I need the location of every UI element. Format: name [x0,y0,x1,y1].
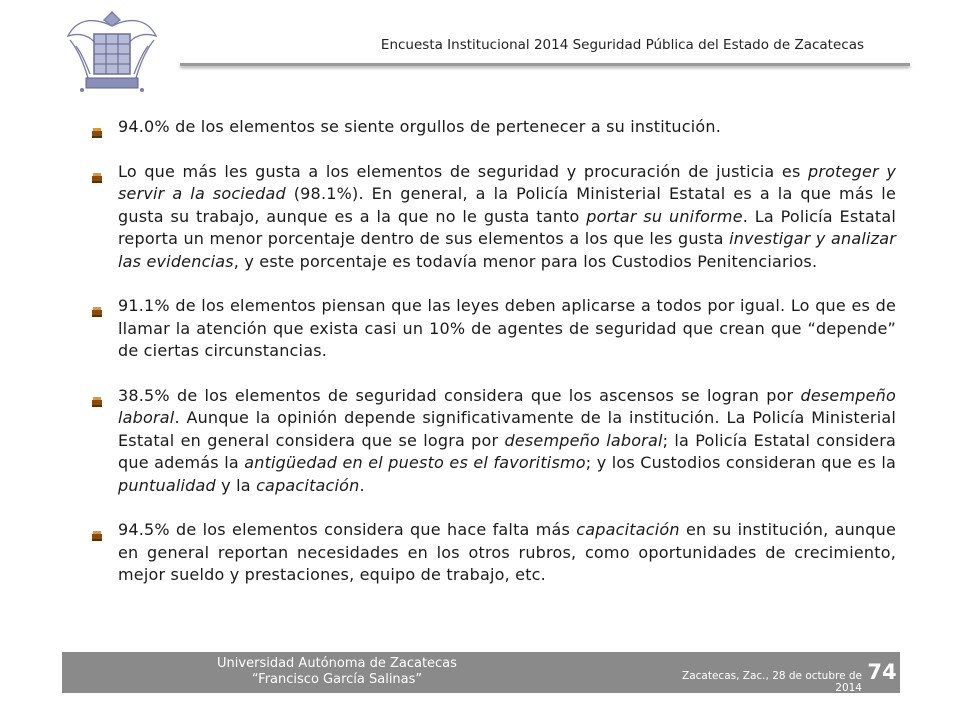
body-text: 94.5% de los elementos considera que hace falta más [118,520,577,539]
emphasis-text: desempeño laboral [118,385,896,427]
university-seal-icon [62,6,162,98]
footer-university-name: “Francisco García Salinas” [251,672,423,687]
bullet-icon [92,122,102,132]
bullet-item [92,385,896,498]
emphasis-text: desempeño laboral [504,430,663,450]
body-text: y la [215,475,257,495]
body-text: . La Policía Estatal reporta un menor porcentaje dentro de sus elementos a los que les gusta [118,206,896,248]
emphasis-text: puntualidad [118,475,216,495]
body-text: (98.1%). En general, a la Policía Ministerial Estatal es a la que más le gusta su trabajo, aunque es a la que no le gusta tanto [118,184,896,226]
emphasis-text: antigüedad en el puesto es el favoritismo [244,453,586,472]
footer-date: Zacatecas, Zac., 28 de octubre de 2014 [682,670,862,694]
bullet-text [118,161,896,274]
body-text: en su institución, aunque en general reportan necesidades en los otros rubros, como oportunidades de crecimiento, mejor sueldo y prestaciones, equipo de trabajo, etc. [118,520,897,584]
emphasis-text: proteger y servir a la sociedad [118,161,897,203]
emphasis-text: investigar y analizar las evidencias [118,229,896,271]
emphasis-text: capacitación [576,520,680,539]
bullet-icon [92,525,102,535]
body-text: Lo que más les gusta a los elementos de seguridad y procuración de justicia es [118,161,809,181]
body-text: 94.0% de los elementos se siente orgullos de pertenecer a su institución. [118,117,721,136]
header-divider [180,63,910,66]
page-number: 74 [867,660,897,684]
bullet-icon [92,167,102,177]
bullet-icon [92,391,102,401]
footer-university: Universidad Autónoma de Zacatecas [217,656,457,671]
bullet-text [118,295,896,363]
bullet-text [118,385,896,498]
body-text: 91.1% de los elementos piensan que las leyes deben aplicarse a todos por igual. Lo que es de llamar la atención que exista casi un 10% de agentes de seguridad que crean que “depende” de ciertas circunstancias. [118,296,896,360]
bullet-item [92,161,896,274]
body-text: ; y los Custodios consideran que es la [585,453,896,472]
bullet-text [118,519,896,587]
page-header-title: Encuesta Institucional 2014 Seguridad Pública del Estado de Zacatecas [380,37,864,53]
body-text: 38.5% de los elementos de seguridad considera que los ascensos se logran por [118,385,801,405]
emphasis-text: portar su uniforme [586,206,743,226]
bullet-item [92,295,896,363]
body-text: . Aunque la opinión depende significativamente de la institución. La Policía Ministerial Estatal en general considera que se logra por [118,408,896,450]
body-text: . [359,475,365,495]
emphasis-text: capacitación [256,475,360,495]
bullet-item [92,519,896,587]
body-text: , y este porcentaje es todavía menor para los Custodios Penitenciarios. [233,251,818,271]
bullet-text [118,116,896,139]
body-text: ; la Policía Estatal considera que además la [118,430,896,472]
bullet-list [92,116,896,609]
bullet-icon [92,301,102,311]
bullet-item [92,116,896,139]
